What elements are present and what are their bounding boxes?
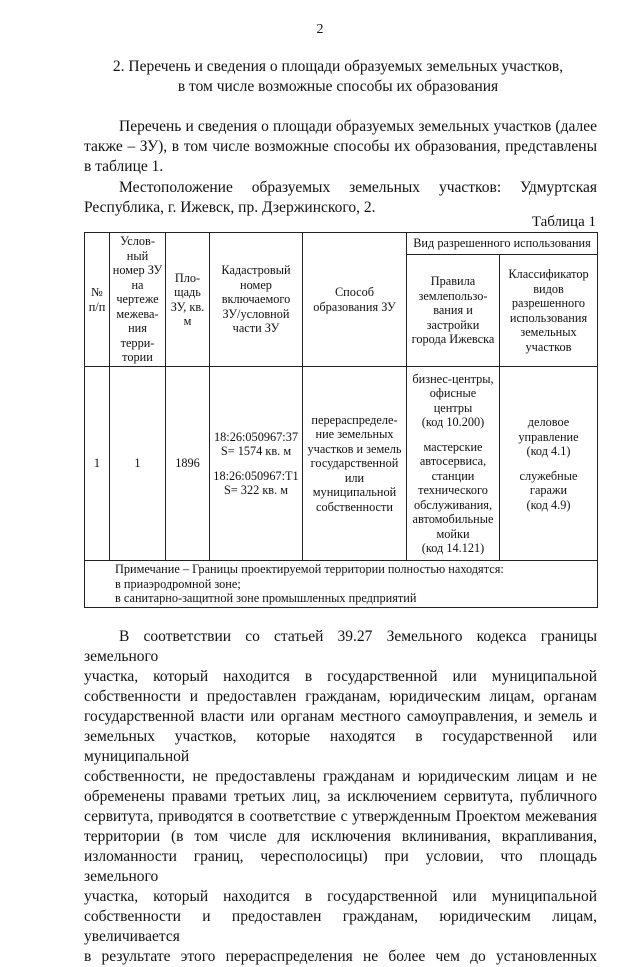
- land-plots-table: [84, 232, 598, 608]
- body-line: собственности и предоставлен гражданам, юридическим лицам, органам: [84, 688, 597, 705]
- body-line: В соответствии со статьей 39.27 Земельного кодекса границы земельного: [84, 628, 597, 665]
- rules-use-1: бизнес-центры, офисные центры: [412, 371, 494, 415]
- table-caption: Таблица 1: [531, 214, 596, 230]
- body-line: земельных участков, которые находятся в государственной или муниципальной: [84, 728, 597, 765]
- heading-line-1: 2. Перечень и сведения о площади образуемых земельных участков,: [112, 58, 564, 75]
- body-line: собственности, не предоставлены гражданам и юридическим лицам и не: [84, 768, 597, 785]
- cell-conditional-number: 1: [110, 367, 166, 561]
- note-line-2: в приаэродромной зоне;: [115, 576, 241, 591]
- note-line-1: Примечание – Границы проектируемой территории полностью находятся:: [115, 562, 504, 576]
- cadastral-2: 18:26:050967:Т1: [213, 468, 299, 483]
- cell-area: 1896: [166, 367, 210, 561]
- header-use-group: Вид разрешенного использования: [407, 233, 598, 255]
- classifier-use-1-code: (код 4.1): [526, 444, 571, 458]
- section-heading: [60, 57, 616, 97]
- cadastral-1-area: S= 1574 кв. м: [220, 444, 292, 458]
- page-number: 2: [316, 22, 324, 37]
- rules-use-1-code: (код 10.200): [421, 415, 485, 429]
- table-note: [85, 561, 598, 608]
- body-line: участка, который находится в государственной или муниципальной: [84, 668, 597, 685]
- cell-num: 1: [85, 367, 110, 561]
- rules-use-2: мастерские автосервиса, станции технического обслуживания, автомобильные мойки: [412, 439, 494, 541]
- body-line: территории (в том числе для исключения вклинивания, вкрапливания,: [84, 828, 597, 845]
- intro-paragraph-2: Местоположение образуемых земельных участков: Удмуртская Республика, г. Ижевск, пр. Дзержинского, 2.: [84, 179, 597, 216]
- classifier-use-2-code: (код 4.9): [526, 497, 571, 512]
- header-conditional-number: Услов-ный номер ЗУ на чертеже межева-ния терри-тории: [110, 233, 166, 367]
- body-line: собственности и предоставлен гражданам, юридическим лицам, увеличивается: [84, 908, 597, 945]
- header-num: № п/п: [85, 233, 110, 367]
- heading-line-2: в том числе возможные способы их образования: [177, 78, 499, 95]
- cell-cadastral: [210, 367, 303, 561]
- header-cadastral: Кадастровый номер включаемого ЗУ/условной части ЗУ: [210, 233, 303, 367]
- body-paragraph: [84, 627, 597, 967]
- rules-use-2-code: (код 14.121): [421, 541, 485, 555]
- body-line: обременены правами третьих лиц, за исключением сервитута, публичного: [84, 788, 597, 805]
- body-line: сервитута, приводятся в соответствие с утвержденным Проектом межевания: [84, 808, 597, 825]
- table-row: [85, 367, 598, 561]
- header-classifier: Классификатор видов разрешенного использования земельных участков: [500, 255, 598, 367]
- header-rules: Правила землепользо-вания и застройки города Ижевска: [407, 255, 500, 367]
- cadastral-2-area: S= 322 кв. м: [223, 483, 289, 497]
- cadastral-1: 18:26:050967:37: [213, 429, 299, 444]
- body-line: изломанности границ, чересполосицы) при условии, что площадь земельного: [84, 848, 597, 885]
- body-line: государственной власти или органам местного самоуправления, и земель и: [84, 708, 597, 725]
- cell-rules: [407, 367, 500, 561]
- classifier-use-2: служебные гаражи: [519, 468, 578, 497]
- note-line-3: в санитарно-защитной зоне промышленных предприятий: [115, 591, 417, 605]
- header-method: Способ образования ЗУ: [303, 233, 407, 367]
- intro-paragraph-1: Перечень и сведения о площади образуемых земельных участков (далее также – ЗУ), в том числе возможные способы их образования, представлены в таблице 1.: [84, 118, 597, 175]
- cell-method: перераспределе-ние земельных участков и земель государственной или муниципальной собственности: [303, 367, 407, 561]
- body-line: участка, который находится в государственной или муниципальной: [84, 888, 597, 905]
- classifier-use-1: деловое управление: [518, 415, 579, 444]
- header-area: Пло-щадь ЗУ, кв. м: [166, 233, 210, 367]
- body-line: в результате этого перераспределения не более чем до установленных: [84, 948, 597, 965]
- cell-classifier: [500, 367, 598, 561]
